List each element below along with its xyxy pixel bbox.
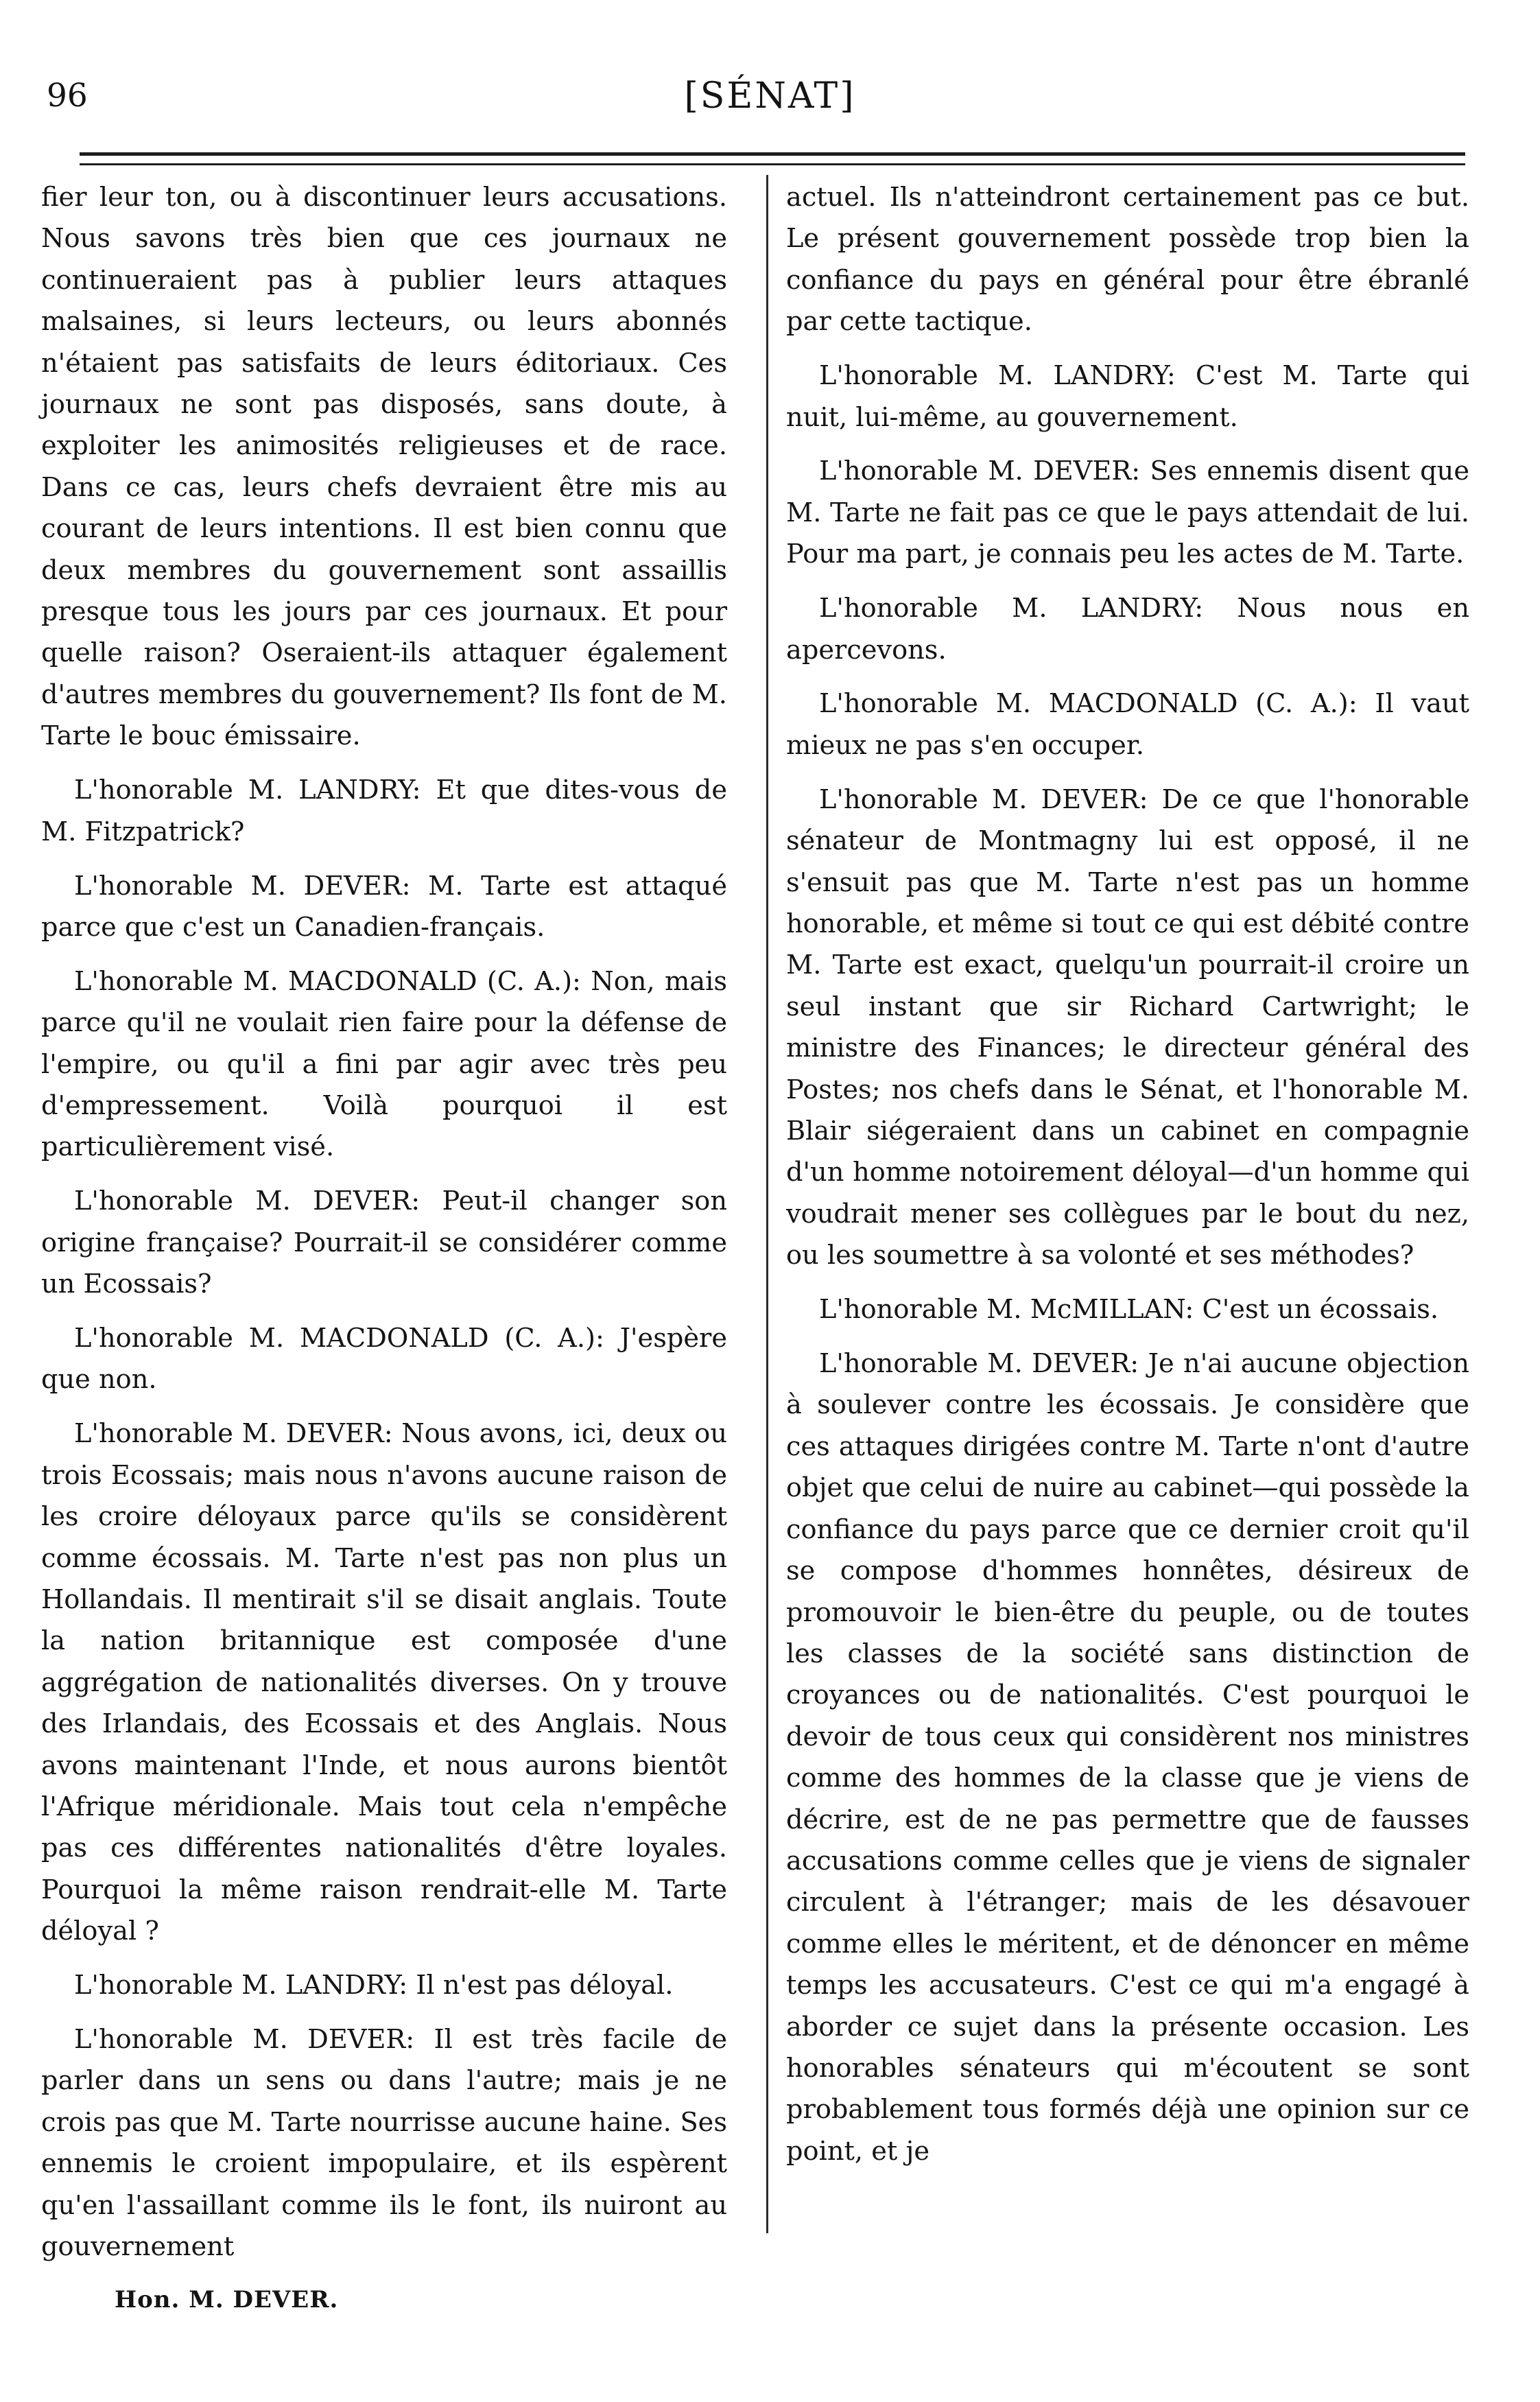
paragraph: L'honorable M. LANDRY: Et que dites-vous de M. Fitzpatrick? bbox=[41, 775, 727, 847]
paragraph: L'honorable M. DEVER: Nous avons, ici, deux ou trois Ecossais; mais nous n'avons aucune raison de les croire déloyaux parce qu'ils se considèrent comme écossais. M. Tarte n'est pas non plus un Hollandais. Il mentirait s'il se disait anglais. Toute la nation britannique est composée d'une aggrégation de nationalités diverses. On y trouve des Irlandais, des Ecossais et des Anglais. Nous avons maintenant l'Inde, et nous aurons bientôt l'Afrique méridionale. Mais tout cela n'empêche pas ces différentes nationalités d'être loyales. Pourquoi la même raison rendrait-elle M. Tarte déloyal ? bbox=[41, 1418, 727, 1947]
paragraph: L'honorable M. LANDRY: Il n'est pas déloyal. bbox=[74, 1970, 674, 2001]
paragraph: L'honorable M. DEVER: De ce que l'honorable sénateur de Montmagny lui est opposé, il ne s'ensuit pas que M. Tarte n'est pas un homme honorable, et même si tout ce qui est débité contre M. Tarte est exact, quelqu'un pourrait-il croire un seul instant que sir Richard Cartwright; le ministre des Finances; le directeur général des Postes; nos chefs dans le Sénat, et l'honorable M. Blair siégeraient dans un cabinet en compagnie d'un homme notoirement déloyal—d'un homme qui voudrait mener ses collègues par le bout du nez, ou les soumettre à sa volonté et ses méthodes? bbox=[786, 784, 1469, 1271]
paragraph: L'honorable M. MACDONALD (C. A.): Il vaut mieux ne pas s'en occuper. bbox=[786, 688, 1469, 761]
paragraph: actuel. Ils n'atteindront certainement pas ce but. Le présent gouvernement possède trop bien la confiance du pays en général pour être ébranlé par cette tactique. bbox=[786, 182, 1469, 338]
paragraph: L'honorable M. DEVER: Je n'ai aucune objection à soulever contre les écossais. Je considère que ces attaques dirigées contre M. Tarte n'ont d'autre objet que celui de nuire au cabinet—qui possède la confiance du pays parce que ce dernier croit qu'il se compose d'hommes honnêtes, désireux de promouvoir le bien-être du peuple, ou de toutes les classes de la société sans distinction de croyances ou de nationalités. C'est pourquoi le devoir de tous ceux qui considèrent nos ministres comme des hommes de la classe que je viens de décrire, est de ne pas permettre que de fausses accusations comme celles que je viens de signaler circulent à l'étranger; mais de les désavouer comme elles le méritent, et de dénoncer en même temps les accusateurs. C'est ce qui m'a engagé à aborder ce sujet dans la présente occasion. Les honorables sénateurs qui m'écoutent se sont probablement tous formés déjà une opinion sur ce point, et je bbox=[786, 1348, 1469, 2167]
left-column bbox=[41, 177, 727, 2268]
paragraph: L'honorable M. DEVER: Peut-il changer son origine française? Pourrait-il se considérer comme un Ecossais? bbox=[41, 1186, 727, 1300]
page-number: 96 bbox=[47, 77, 88, 115]
paragraph: L'honorable M. DEVER: Ses ennemis disent que M. Tarte ne fait pas ce que le pays attendait de lui. Pour ma part, je connais peu les actes de M. Tarte. bbox=[786, 456, 1469, 570]
paragraph: L'honorable M. LANDRY: C'est M. Tarte qui nuit, lui-même, au gouvernement. bbox=[786, 360, 1469, 433]
right-column bbox=[786, 177, 1469, 2172]
paragraph: L'honorable M. MACDONALD (C. A.): J'espère que non. bbox=[41, 1323, 727, 1396]
paragraph: L'honorable M. LANDRY: Nous nous en apercevons. bbox=[786, 593, 1469, 666]
running-head: [SÉNAT] bbox=[684, 75, 856, 117]
paragraph: fier leur ton, ou à discontinuer leurs accusations. Nous savons très bien que ces journaux ne continueraient pas à publier leurs attaques malsaines, si leurs lecteurs, ou leurs abonnés n'étaient pas satisfaits de leurs éditoriaux. Ces journaux ne sont pas disposés, sans doute, à exploiter les animosités religieuses et de race. Dans ce cas, leurs chefs devraient être mis au courant de leurs intentions. Il est bien connu que deux membres du gouvernement sont assaillis presque tous les jours par ces journaux. Et pour quelle raison? Oseraient-ils attaquer également d'autres membres du gouvernement? Ils font de M. Tarte le bouc émissaire. bbox=[41, 182, 727, 752]
column-divider bbox=[766, 175, 768, 2233]
header-rule-bottom bbox=[80, 163, 1465, 165]
paragraph: L'honorable M. McMILLAN: C'est un écossais. bbox=[819, 1294, 1439, 1326]
footer-speaker: Hon. M. DEVER. bbox=[115, 2286, 339, 2313]
paragraph: L'honorable M. DEVER: Il est très facile de parler dans un sens ou dans l'autre; mais je ne crois pas que M. Tarte nourrisse aucune haine. Ses ennemis le croient impopulaire, et ils espèrent qu'en l'assaillant comme ils le font, ils nuiront au gouvernement bbox=[41, 2024, 727, 2263]
paragraph: L'honorable M. MACDONALD (C. A.): Non, mais parce qu'il ne voulait rien faire pour la défense de l'empire, ou qu'il a fini par agir avec très peu d'empressement. Voilà pourquoi il est particulièrement visé. bbox=[41, 965, 727, 1163]
header-rule-top bbox=[80, 152, 1465, 156]
paragraph: L'honorable M. DEVER: M. Tarte est attaqué parce que c'est un Canadien-français. bbox=[41, 870, 727, 943]
